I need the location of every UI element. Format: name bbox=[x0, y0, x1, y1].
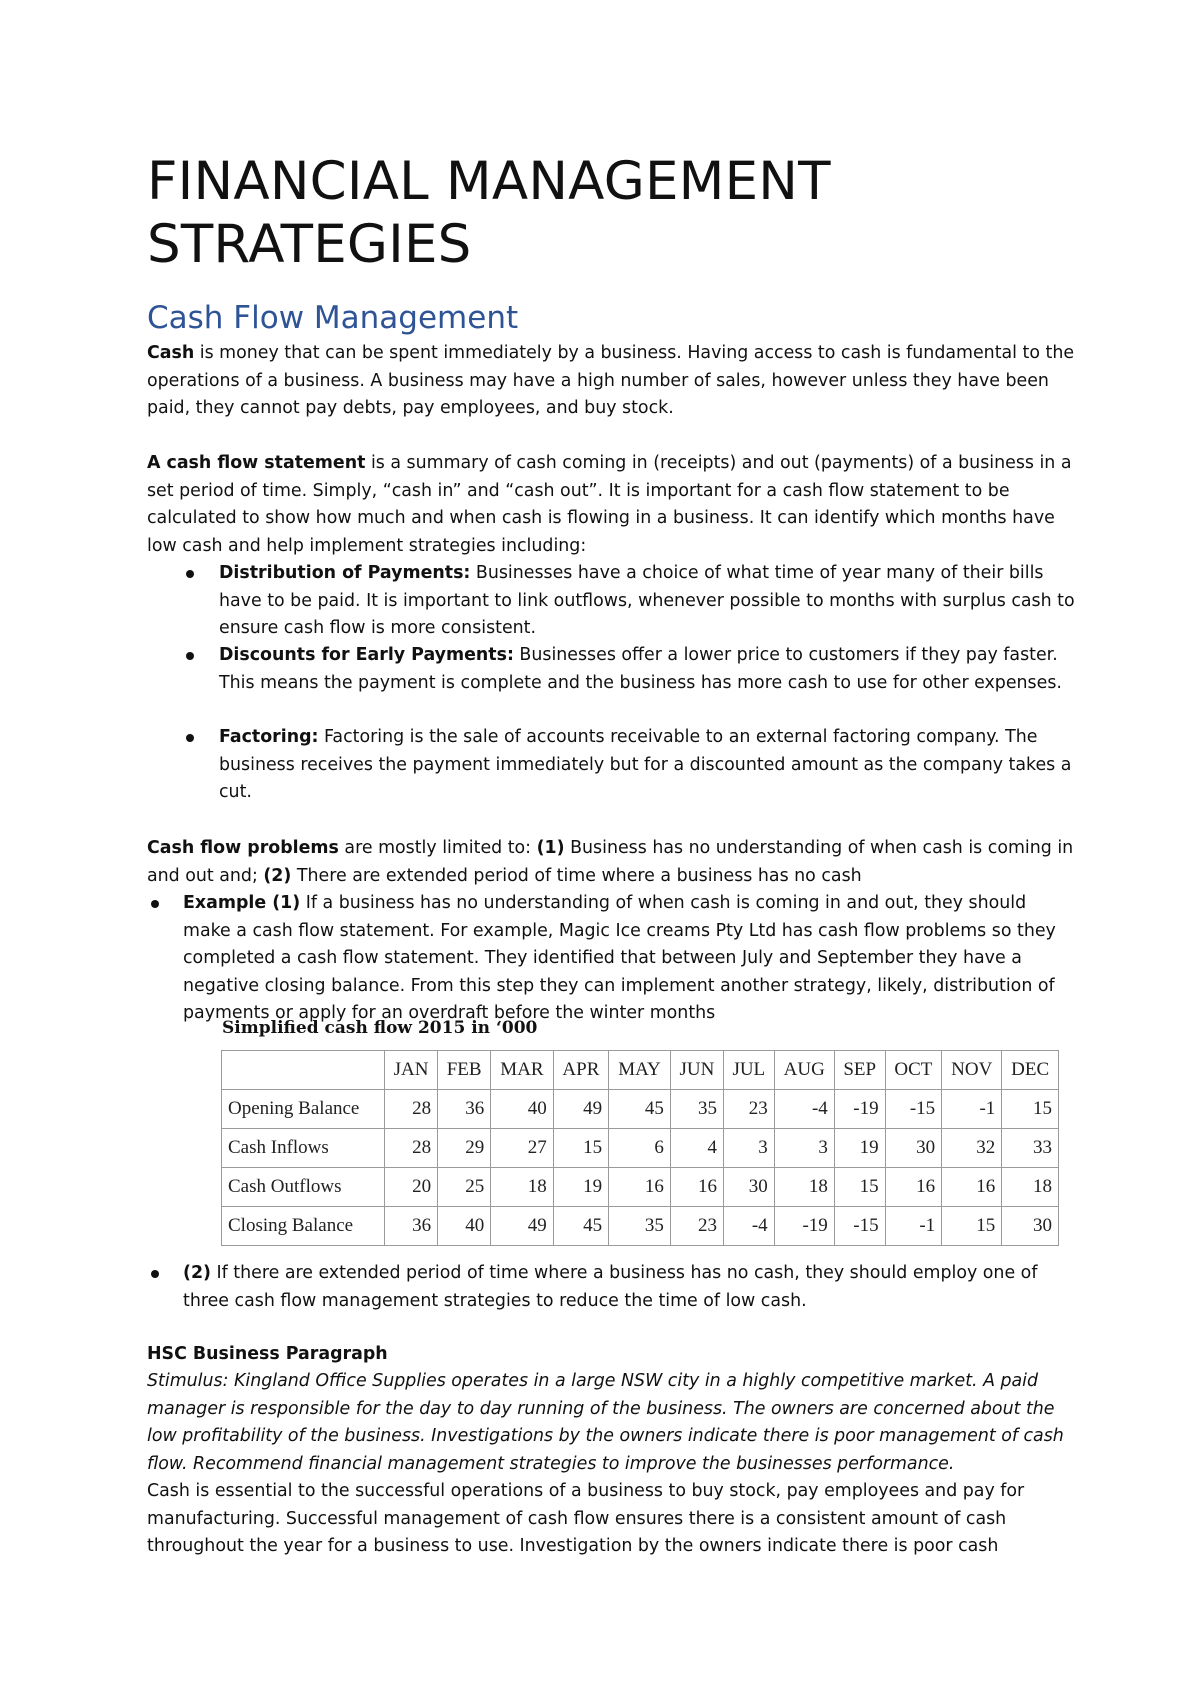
example-text: If a business has no understanding of when cash is coming in and out, they should make a cash flow statement. For example, Magic Ice creams Pty Ltd has cash flow problems so they completed a cash flow statement. They identified that between July and September they have a negative closing balance. From this step they can implement another strategy, likely, distribution of payments or apply for an overdraft before the winter months bbox=[183, 893, 1056, 1023]
hsc-body: Cash is essential to the successful operations of a business to buy stock, pay employees and pay for manufacturing. Successful management of cash flow ensures there is a consistent amount of cash throughout the year for a business to use. Investigation by the owners indicate there is poor cash bbox=[147, 1481, 1025, 1556]
table-cell: 49 bbox=[553, 1090, 608, 1129]
table-cell: 45 bbox=[609, 1090, 671, 1129]
row-label: Cash Outflows bbox=[222, 1168, 385, 1207]
table-cell: 3 bbox=[723, 1129, 774, 1168]
bullet-icon bbox=[151, 1270, 159, 1278]
table-cell: 15 bbox=[1002, 1090, 1059, 1129]
table-header-cell: APR bbox=[553, 1051, 608, 1090]
problems-text: are mostly limited to: bbox=[338, 838, 537, 858]
strategy-text: Factoring is the sale of accounts receivable to an external factoring company. The business receives the payment immediately but for a discounted amount as the company takes a cut. bbox=[219, 727, 1072, 802]
table-cell: 20 bbox=[385, 1168, 438, 1207]
table-cell: 35 bbox=[670, 1090, 723, 1129]
hsc-stimulus: Stimulus: Kingland Office Supplies operates in a large NSW city in a highly competitive market. A paid manager is responsible for the day to day running of the business. The owners are concerned about the low profitability of the business. Investigations by the owners indicate there is poor management of cash flow. Recommend financial management strategies to improve the businesses performance. bbox=[147, 1371, 1064, 1474]
row-label: Opening Balance bbox=[222, 1090, 385, 1129]
section-heading: Cash Flow Management bbox=[147, 300, 519, 336]
strategy-term: Factoring: bbox=[219, 727, 319, 747]
row-label: Cash Inflows bbox=[222, 1129, 385, 1168]
list-item bbox=[219, 560, 1079, 642]
table-cell: 15 bbox=[942, 1207, 1002, 1246]
table-cell: 16 bbox=[670, 1168, 723, 1207]
problems-number: (2) bbox=[263, 865, 292, 886]
table-cell: 49 bbox=[491, 1207, 553, 1246]
problems-number: (1) bbox=[536, 838, 565, 858]
problems-term: Cash flow problems bbox=[147, 838, 339, 858]
table-row bbox=[222, 1168, 1059, 1207]
table-cell: 35 bbox=[609, 1207, 671, 1246]
table-cell: 30 bbox=[1002, 1207, 1059, 1246]
hsc-heading-text: HSC Business Paragraph bbox=[147, 1344, 388, 1364]
table-header-cell: JUL bbox=[723, 1051, 774, 1090]
table-cell: 3 bbox=[774, 1129, 834, 1168]
table-cell: 15 bbox=[553, 1129, 608, 1168]
cash-flow-table bbox=[221, 1050, 1059, 1246]
table-cell: 36 bbox=[438, 1090, 491, 1129]
table-header-blank bbox=[222, 1051, 385, 1090]
statement-text: is a summary of cash coming in (receipts) and out (payments) of a business in a set period of time. Simply, “cash in” and “cash out”. It is important for a cash flow statement to be calculated to show how much and when cash is flowing in a business. It can identify which months have low cash and help implement strategies including: bbox=[147, 453, 1072, 556]
table-header-row bbox=[222, 1051, 1059, 1090]
table-cell: -19 bbox=[774, 1207, 834, 1246]
table-cell: 19 bbox=[834, 1129, 885, 1168]
table-header-cell: MAY bbox=[609, 1051, 671, 1090]
table-row bbox=[222, 1090, 1059, 1129]
hsc-heading bbox=[147, 1341, 1077, 1369]
statement-paragraph bbox=[147, 450, 1077, 560]
strategy-text: Businesses offer a lower price to customers if they pay faster. This means the payment is complete and the business has more cash to use for other expenses. bbox=[219, 645, 1062, 693]
table-cell: 6 bbox=[609, 1129, 671, 1168]
table-header-cell: DEC bbox=[1002, 1051, 1059, 1090]
table-cell: 45 bbox=[553, 1207, 608, 1246]
table-cell: 15 bbox=[834, 1168, 885, 1207]
table-header-cell: MAR bbox=[491, 1051, 553, 1090]
table-body bbox=[222, 1090, 1059, 1246]
bullet-icon bbox=[186, 570, 194, 578]
list-item bbox=[219, 642, 1079, 724]
table-cell: -15 bbox=[885, 1090, 942, 1129]
table-cell: -4 bbox=[723, 1207, 774, 1246]
row-label: Closing Balance bbox=[222, 1207, 385, 1246]
table-cell: 18 bbox=[774, 1168, 834, 1207]
table-cell: 16 bbox=[609, 1168, 671, 1207]
table-cell: -19 bbox=[834, 1090, 885, 1129]
example2-list bbox=[183, 1260, 1063, 1315]
strategy-text: Businesses have a choice of what time of year many of their bills have to be paid. It is important to link outflows, whenever possible to months with surplus cash to ensure cash flow is more consistent. bbox=[219, 563, 1075, 638]
table-cell: 18 bbox=[1002, 1168, 1059, 1207]
table-cell: -15 bbox=[834, 1207, 885, 1246]
strategy-term: Discounts for Early Payments: bbox=[219, 645, 514, 665]
table-cell: 19 bbox=[553, 1168, 608, 1207]
table-header-cell: JAN bbox=[385, 1051, 438, 1090]
table-row bbox=[222, 1129, 1059, 1168]
table-header-cell: SEP bbox=[834, 1051, 885, 1090]
example-text: If there are extended period of time where a business has no cash, they should employ one of three cash flow management strategies to reduce the time of low cash. bbox=[183, 1263, 1038, 1311]
example-list bbox=[183, 890, 1063, 1028]
table-cell: 25 bbox=[438, 1168, 491, 1207]
table-cell: 36 bbox=[385, 1207, 438, 1246]
table-row bbox=[222, 1207, 1059, 1246]
intro-paragraph bbox=[147, 340, 1077, 423]
problems-text: Business has no understanding of when cash is coming in and out and; bbox=[147, 838, 1074, 886]
table-cell: 27 bbox=[491, 1129, 553, 1168]
table-cell: 23 bbox=[723, 1090, 774, 1129]
list-item bbox=[183, 890, 1063, 1028]
table-cell: -1 bbox=[885, 1207, 942, 1246]
table-header-cell: JUN bbox=[670, 1051, 723, 1090]
table-cell: -1 bbox=[942, 1090, 1002, 1129]
problems-text: There are extended period of time where a business has no cash bbox=[291, 865, 862, 886]
problems-paragraph bbox=[147, 835, 1077, 890]
example-term: (2) bbox=[183, 1263, 211, 1283]
table-cell: 28 bbox=[385, 1129, 438, 1168]
table-header-cell: AUG bbox=[774, 1051, 834, 1090]
page-title: FINANCIAL MANAGEMENT STRATEGIES bbox=[147, 151, 831, 275]
table-cell: 30 bbox=[885, 1129, 942, 1168]
table-cell: -4 bbox=[774, 1090, 834, 1129]
bullet-icon bbox=[186, 652, 194, 660]
bullet-icon bbox=[186, 734, 194, 742]
table-cell: 40 bbox=[438, 1207, 491, 1246]
example-term: Example (1) bbox=[183, 893, 301, 913]
table-cell: 28 bbox=[385, 1090, 438, 1129]
bullet-icon bbox=[151, 900, 159, 908]
table-header-cell: FEB bbox=[438, 1051, 491, 1090]
table-cell: 18 bbox=[491, 1168, 553, 1207]
statement-term: A cash flow statement bbox=[147, 453, 366, 473]
table-header-cell: OCT bbox=[885, 1051, 942, 1090]
table-cell: 40 bbox=[491, 1090, 553, 1129]
strategy-term: Distribution of Payments: bbox=[219, 563, 471, 583]
list-item bbox=[183, 1260, 1063, 1315]
intro-term: Cash bbox=[147, 343, 195, 363]
list-item bbox=[219, 724, 1079, 806]
table-cell: 16 bbox=[885, 1168, 942, 1207]
table-cell: 30 bbox=[723, 1168, 774, 1207]
intro-text: is money that can be spent immediately by a business. Having access to cash is fundamental to the operations of a business. A business may have a high number of sales, however unless they have been paid, they cannot pay debts, pay employees, and buy stock. bbox=[147, 343, 1075, 418]
table-cell: 4 bbox=[670, 1129, 723, 1168]
table-cell: 29 bbox=[438, 1129, 491, 1168]
strategy-list bbox=[219, 560, 1079, 806]
table-cell: 33 bbox=[1002, 1129, 1059, 1168]
table-cell: 23 bbox=[670, 1207, 723, 1246]
table-header-cell: NOV bbox=[942, 1051, 1002, 1090]
table-cell: 16 bbox=[942, 1168, 1002, 1207]
table-caption: Simplified cash flow 2015 in ‘000 bbox=[222, 1018, 538, 1038]
table-cell: 32 bbox=[942, 1129, 1002, 1168]
